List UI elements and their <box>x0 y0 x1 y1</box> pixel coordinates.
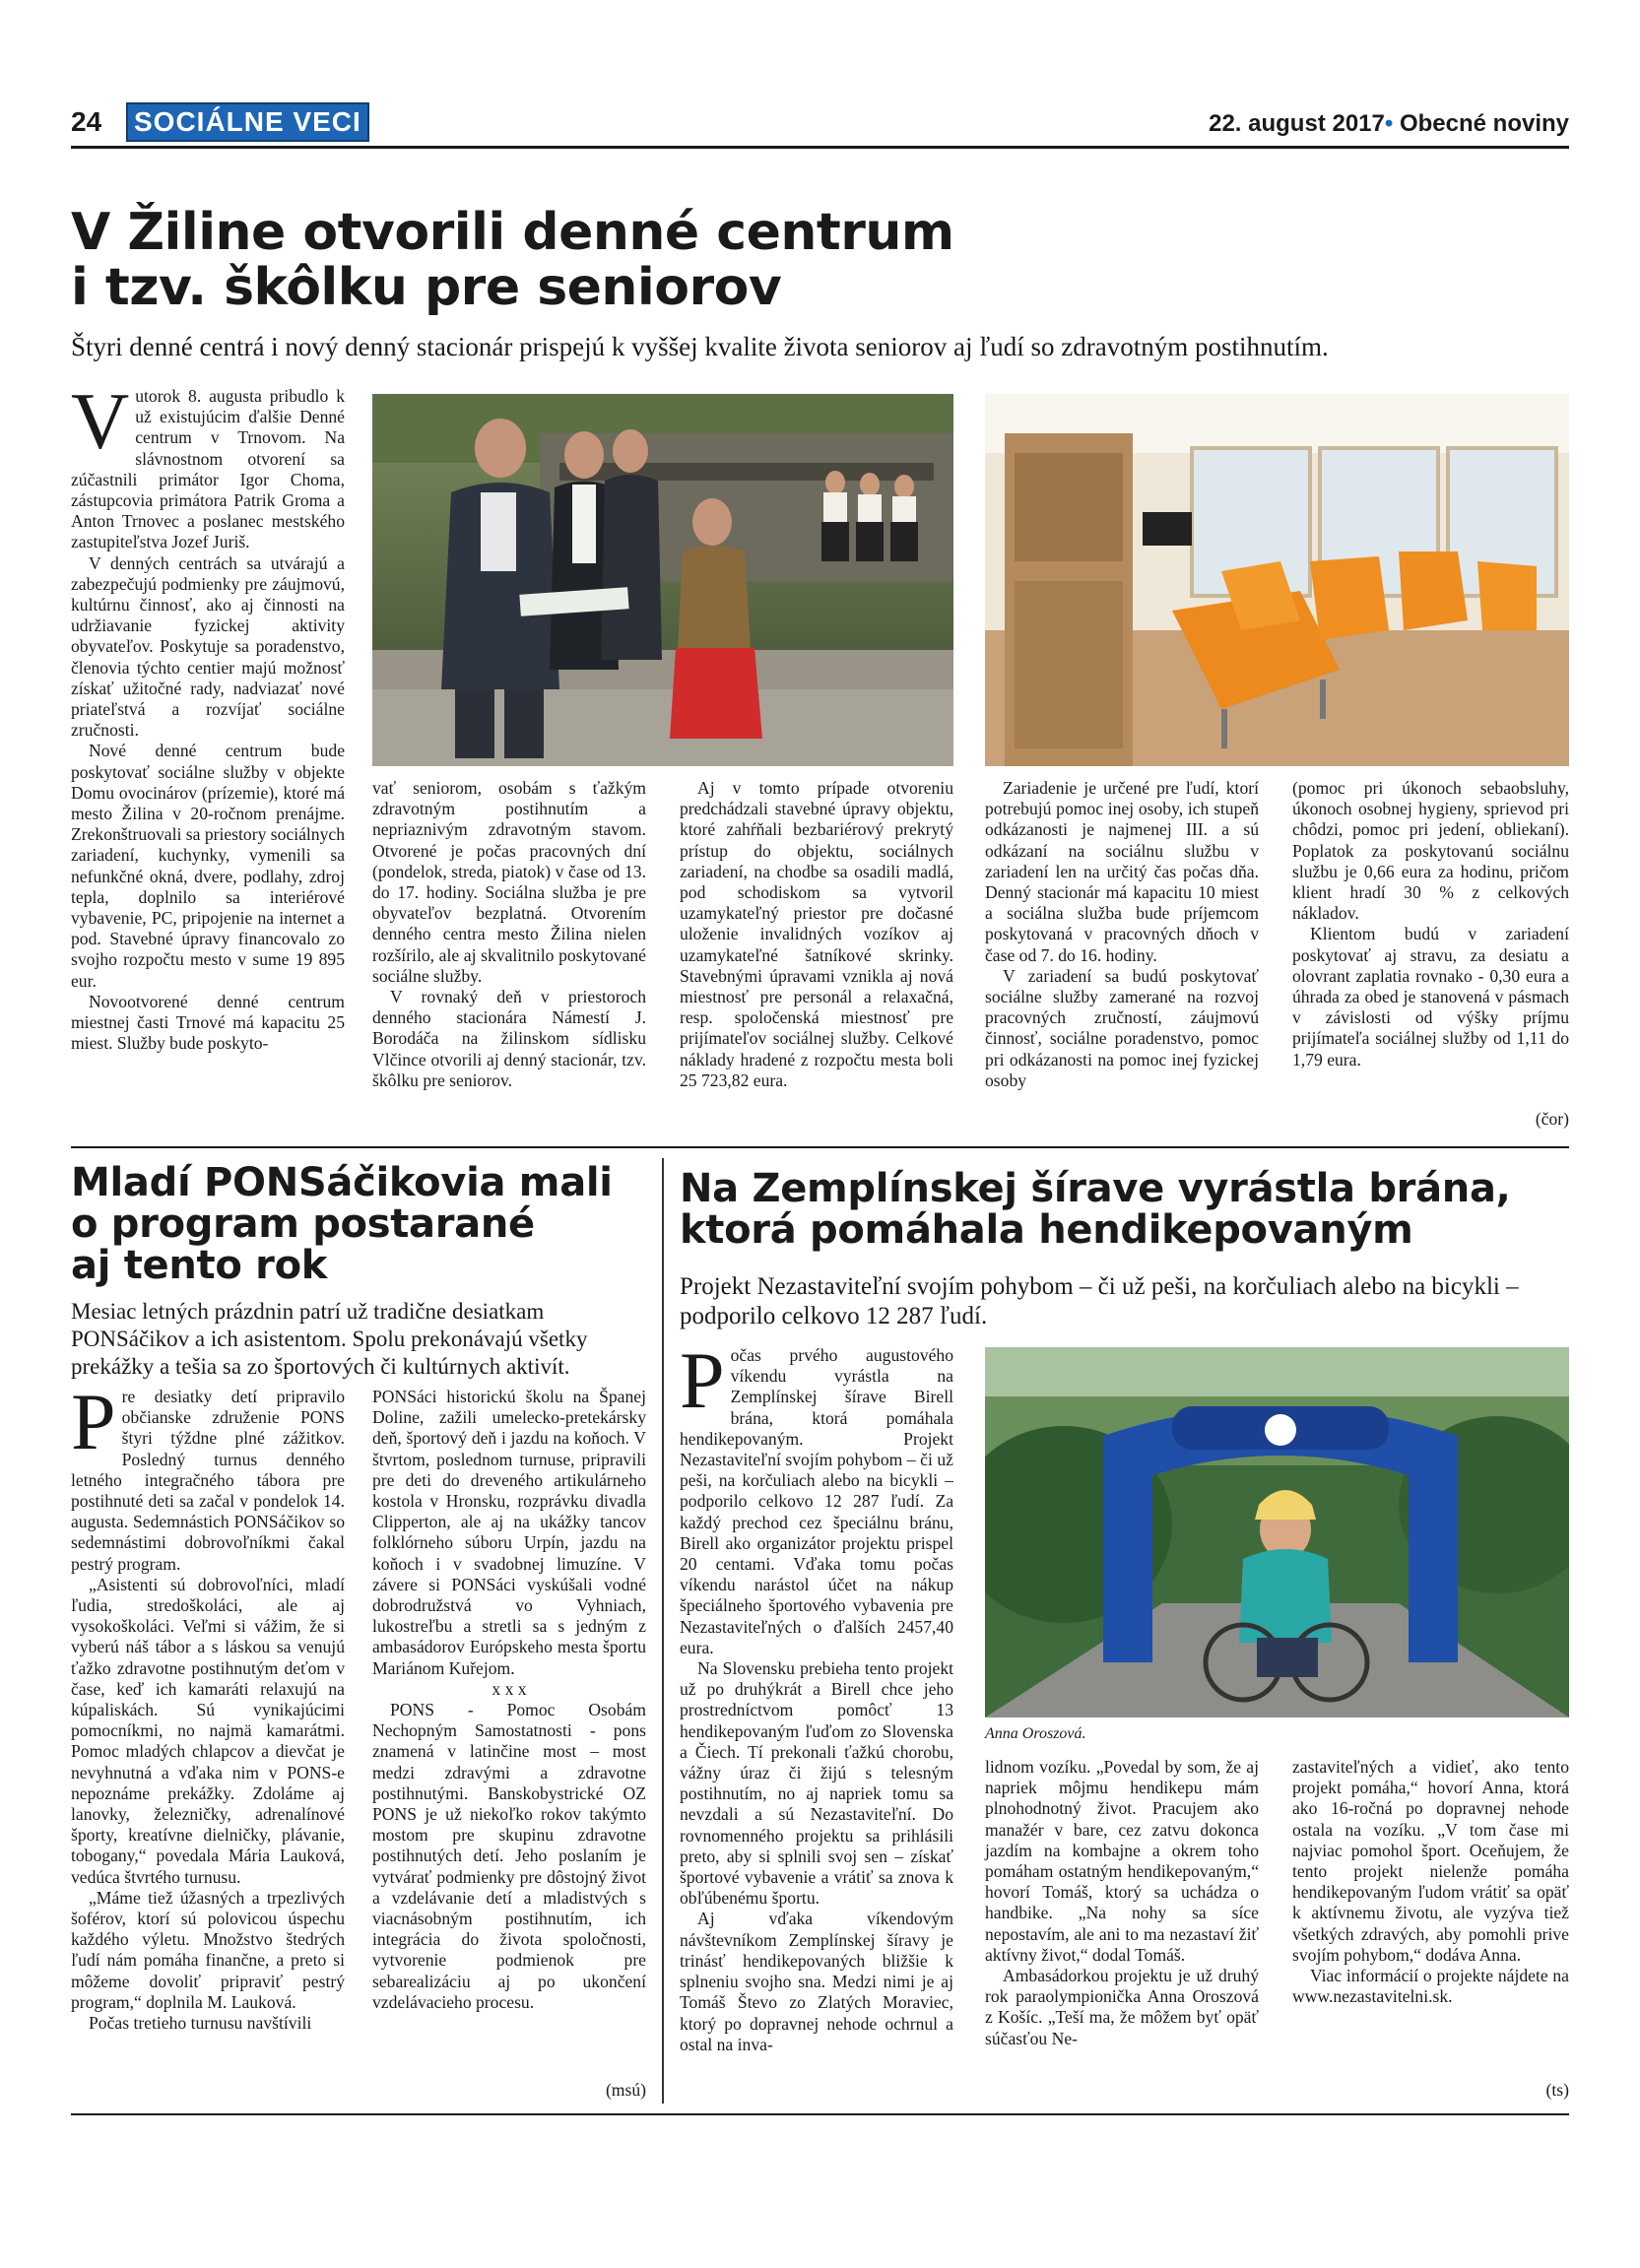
article1-lead: Štyri denné centrá i nový denný stacionár prispejú k vyššej kvalite života seniorov aj ľudí so zdravotným postihnutím. <box>71 332 1329 361</box>
paragraph: V rovnaký deň v priestoroch denného stacionára Námestí J. Borodáča na žilinskom sídlisku Vlčince otvorili aj denný stacionár, tzv. škôlku pre seniorov. <box>372 987 646 1090</box>
paragraph: „Máme tiež úžasných a trpezlivých šoférov, ktorí sú polovicou úspechu každého výletu. Množstvo štedrých ľudí nám pomáha finančne, a preto si môžeme dovoliť pripraviť pestrý program,“ doplnila M. Lauková. <box>71 1887 345 2012</box>
people-ceremony-image <box>372 394 953 766</box>
article1-column-4 <box>985 778 1259 1091</box>
article2-title-line3: aj tento rok <box>71 1243 328 1288</box>
paper-name: Obecné noviny <box>1399 110 1569 137</box>
article3-title-line1: Na Zemplínskej šírave vyrástla brána, <box>680 1166 1511 1211</box>
article1-dropcap: V <box>71 376 130 466</box>
article2-title <box>71 1162 662 1286</box>
page-bottom-rule <box>71 2113 1569 2115</box>
article1-bottom-rule <box>71 1146 1569 1148</box>
article3-signature: (ts) <box>1545 2080 1569 2100</box>
wheelchair-photo <box>985 1347 1569 1717</box>
article2-column-2 <box>372 1387 646 2013</box>
paragraph: vať seniorom, osobám s ťažkým zdravotným postihnutím a nepriaznivým zdravotným stavom. Otvorené je počas pracovných dní (pondelok, streda, piatok) v čase od 13. do 17. hodiny. Sociálna služba je pre obyvateľov bezplatná. Otvorením denného centra mesto Žilina nielen rozšírilo, ale aj skvalitnilo poskytované sociálne služby. <box>372 778 646 986</box>
article1-title <box>71 205 1548 315</box>
paragraph: Na Slovensku prebieha tento projekt už po druhýkrát a Birell chce jeho prostredníctvom pomôcť 13 hendikepovaným ľuďom zo Slovenska a Čiech. Tí prekonali ťažkú chorobu, vážny úraz či žijú s telesným postihnutím, no aj napriek tomu sa nevzdali a sú Nezastaviteľní. Do rovnomenného projektu sa prihlásili preto, aby si splnili svoj sen – získať športové vybavenie a vrátiť sa znova k obľúbenému športu. <box>680 1658 953 1909</box>
paragraph: Viac informácií o projekte nájdete na www.nezastavitelni.sk. <box>1292 1966 1569 2007</box>
paragraph: PONS - Pomoc Osobám Nechopným Samostatnosti - pons znamená v latinčine most – most medzi zdravými a zdravotne postihnutými. Banskobystrické OZ PONS je už niekoľko rokov takýmto mostom pre skupinu zdravotne postihnutých detí. Jeho poslaním je vytvárať podmienky pre dôstojný život a vzdelávanie detí a mladistvých s viacnásobným postihnutím, ich integrácia do života spoločnosti, vytvorenie podmienok pre sebarealizáciu aj po ukončení vzdelávacieho procesu. <box>372 1700 646 2012</box>
article2-title-line2: o program postarané <box>71 1201 535 1247</box>
article1-column-1 <box>71 376 346 1055</box>
paragraph: V zariadení sa budú poskytovať sociálne služby zamerané na rozvoj pracovných zručností, záujmovú činnosť, sociálne poradenstvo, pomoc pri odkázanosti na pomoc inej fyzickej osoby <box>985 965 1259 1090</box>
article1-column-3 <box>680 778 953 1091</box>
article3-title-line2: ktorá pomáhala hendikepovaným <box>680 1207 1413 1253</box>
article2-signature: (msú) <box>605 2080 646 2100</box>
paragraph: Nové denné centrum bude poskytovať sociálne služby v objekte Domu ovocinárov (prízemie), ktoré má mesto Žilina v 20-ročnom prenájme. Zrekonštruovali sa priestory sociálnych zariadení, kuchynky, vymenili sa nefunkčné okná, dvere, podlahy, zdroj tepla, doplnilo sa interiérové vybavenie, PC, pripojenie na internet a pod. Stavebné úpravy financovalo zo svojho rozpočtu mesto v sume 19 895 eur. <box>71 741 346 991</box>
paragraph: Počas tretieho turnusu navštívili <box>89 2013 312 2034</box>
wheelchair-arch-image <box>985 1347 1569 1717</box>
ceremony-photo <box>372 394 953 766</box>
article3-column-3 <box>1292 1757 1569 2007</box>
article1-signature: (čor) <box>1535 1109 1569 1129</box>
paragraph: V denných centrách sa utvárajú a zabezpečujú podmienky pre záujmovú, kultúrnu činnosť, ako aj činnosti na udržiavanie fyzickej aktivity obyvateľov. Poskytuje sa poradenstvo, členovia týchto centier majú možnosť získať užitočné rady, nadviazať nové priateľstvá a rozvíjať sociálne zručnosti. <box>71 552 345 741</box>
photo-caption: Anna Oroszová. <box>985 1725 1086 1742</box>
section-label: SOCIÁLNE VECI <box>126 102 369 142</box>
paragraph: očas prvého augustového víkendu vyrástla na Zemplínskej šírave Birell brána, ktorá pomáhala hendikepovaným. Projekt Nezastaviteľní svojím pohybom – či už peši, na korčuliach alebo na bicykli – podporilo celkovo 12 287 ľudí. Za každý prechod cez špeciálnu bránu, Birell ako organizátor projektu prispel 20 centami. Vďaka tomu počas víkendu narástol účet na nákup špeciálneho športového vybavenia pre Nezastaviteľných o ďalších 2457,40 eura. <box>680 1345 953 1657</box>
article3-column-1 <box>680 1335 953 2055</box>
article3-dropcap: P <box>680 1335 725 1425</box>
issue-date: 22. august 2017 <box>1209 110 1385 137</box>
article2-dropcap: P <box>71 1377 116 1466</box>
column-divider <box>662 1158 664 2104</box>
article3-column-2 <box>985 1757 1259 2049</box>
header-rule <box>71 146 1569 149</box>
page-number: 24 <box>71 106 102 137</box>
paragraph: Aj vďaka víkendovým návštevníkom Zemplínskej šíravy je trinásť hendikepovaných bližšie k splneniu svojho sna. Medzi nimi je aj Tomáš Števo zo Zlatých Moraviec, ktorý po dopravnej nehode ochrnul a ostal na inva- <box>680 1909 953 2054</box>
paragraph: PONSáci historickú školu na Španej Doline, zažili umelecko-pretekársky deň, športový deň i jazdu na koňoch. V štvrtom, poslednom turnuse, pripravili pre deti do dreveného artikulárneho kostola v Hronsku, rozprávku divadla Clipperton, ale aj na ukážky tancov folklórneho súboru Urpín, jazdu na koňoch i v svadobnej limuzíne. V závere si PONSáci vyskúšali vodné dobrodružstvá vo Vyhniach, lukostreľbu a stretli sa s jedným z ambasádorov Európskeho mesta športu Mariánom Kuřejom. <box>372 1387 646 1678</box>
paragraph: (pomoc pri úkonoch sebaobsluhy, úkonoch osobnej hygieny, sprievod pri chôdzi, pomoc pri jedení, obliekaní). Poplatok za poskytovanú sociálnu službu je 0,66 eura za hodinu, pričom klient hradí 30 % z celkových nákladov. <box>1292 778 1569 924</box>
article1-column-5 <box>1292 778 1569 1070</box>
paragraph: Zariadenie je určené pre ľudí, ktorí potrebujú pomoc inej osoby, ich stupeň odkázanosti je najmenej III. a sú odkázaní na sociálnu službu v zariadení len na určitý čas počas dňa. Denný stacionár má kapacitu 10 miest a sociálna služba bude príjemcom poskytovaná v pracovných dňoch v čase od 7. do 16. hodiny. <box>985 778 1259 965</box>
article1-title-line2: i tzv. škôlku pre seniorov <box>71 258 782 317</box>
paragraph: lidnom vozíku. „Povedal by som, že aj napriek môjmu hendikepu mám plnohodnotný život. Pracujem ako manažér v bare, cez zatvu dokonca jazdím na kombajne a okrem toho pomáham ostatným hendikepovaným,“ hovorí Tomáš, ktorý sa uchádza o handbike. „Na nohy sa síce nepostavím, ale ani to ma nezastaví žiť aktívny život,“ dodal Tomáš. <box>985 1757 1259 1965</box>
paragraph: Novootvorené denné centrum miestnej časti Trnové má kapacitu 25 miest. Služby bude poskyto- <box>71 991 345 1054</box>
separator: x x x <box>492 1678 527 1699</box>
article2-column-1 <box>71 1377 345 2034</box>
article2-lead: Mesiac letných prázdnin patrí už tradične desiatkam PONSáčikov a ich asistentom. Spolu prekonávajú všetky prekážky a tešia sa zo športových či kultúrnych aktivít. <box>71 1299 588 1379</box>
article1-column-2 <box>372 778 646 1091</box>
paragraph: zastaviteľných a vidieť, ako tento projekt pomáha,“ hovorí Anna, ktorá ako 16-ročná po dopravnej nehode ostala na vozíku. „V tom čase mi najviac pomohol šport. Oceňujem, že tento projekt nielenže pomáha hendikepovaným ľudom vrátiť sa opäť k aktívnemu životu, ale vyzýva tiež všetkých zdravých, aby pomohli prive svojím pohybom,“ dodáva Anna. <box>1292 1757 1569 1965</box>
bullet-dot: • <box>1384 110 1394 137</box>
interior-room-image <box>985 394 1569 766</box>
header-dateline <box>1209 110 1569 138</box>
paragraph: re desiatky detí pripravilo občianske združenie PONS štyri týždne plné zážitkov. Posledný turnus denného letného integračného tábora pre postihnuté deti sa začal v pondelok 14. augusta. Sedemnástich PONSáčikov so sedemnástimi dobrovoľníkmi čakal pestrý program. <box>71 1387 345 1574</box>
paragraph: „Asistenti sú dobrovoľníci, mladí ľudia, stredoškoláci, ale aj vysokoškoláci. Veľmi si vážim, že si vyberú náš tábor a s láskou sa venujú ťažko zdravotne postihnutým deťom v čase, keď ich kamaráti relaxujú na kúpaliskách. Sú vynikajúcimi pomocníkmi, no najmä kamarátmi. Pomoc mladých chlapcov a dievčat je nevyhnutná a vďaka nim v PONS-e nepoznáme prekážky. Zdoláme aj lanovky, železničky, adrenalínové športy, kreatívne dielničky, plávanie, tobogany,“ povedala Mária Lauková, vedúca štvrtého turnusu. <box>71 1574 345 1887</box>
interior-photo <box>985 394 1569 766</box>
article3-lead: Projekt Nezastaviteľní svojím pohybom – či už peši, na korčuliach alebo na bicykli – podporilo celkovo 12 287 ľudí. <box>680 1273 1519 1329</box>
paragraph: Ambasádorkou projektu je už druhý rok paraolympionička Anna Oroszová z Košíc. „Teší ma, že môžem byť opäť súčasťou Ne- <box>985 1966 1259 2048</box>
article3-title <box>680 1168 1571 1251</box>
paragraph: Klientom budú v zariadení poskytovať aj stravu, za desiatu a olovrant zaplatia rovnako - 0,30 eura a úhrada za obed je stanovená v pásmach v závislosti od výšky príjmu prijímateľa sociálnej služby od 1,11 do 1,79 eura. <box>1292 924 1569 1069</box>
paragraph: Aj v tomto prípade otvoreniu predchádzali stavebné úpravy objektu, ktoré zahŕňali bezbariérový prekrytý prístup do objektu, sociálnych zariadení, na chodbe sa osadili madlá, pod schodiskom sa vytvoril uzamykateľný priestor pre dočasné uloženie invalidných vozíkov aj uzamykateľné šatníkové skrinky. Stavebnými úpravami vznikla aj nová miestnosť pre personál a relaxačná, resp. spoločenská miestnosť pre prijímateľov sociálnej služby. Celkové náklady hradené z rozpočtu mesta boli 25 723,82 eura. <box>680 778 953 1090</box>
article1-title-line1: V Žiline otvorili denné centrum <box>71 203 954 262</box>
article2-title-line1: Mladí PONSáčikovia mali <box>71 1160 613 1205</box>
paragraph: utorok 8. augusta pribudlo k už existujúcim ďalšie Denné centrum v Trnovom. Na slávnostnom otvorení sa zúčastnili primátor Igor Choma, zástupcovia primátora Patrik Groma a Anton Trnovec a poslanec mestského zastupiteľstva Jozef Juriš. <box>71 386 345 552</box>
